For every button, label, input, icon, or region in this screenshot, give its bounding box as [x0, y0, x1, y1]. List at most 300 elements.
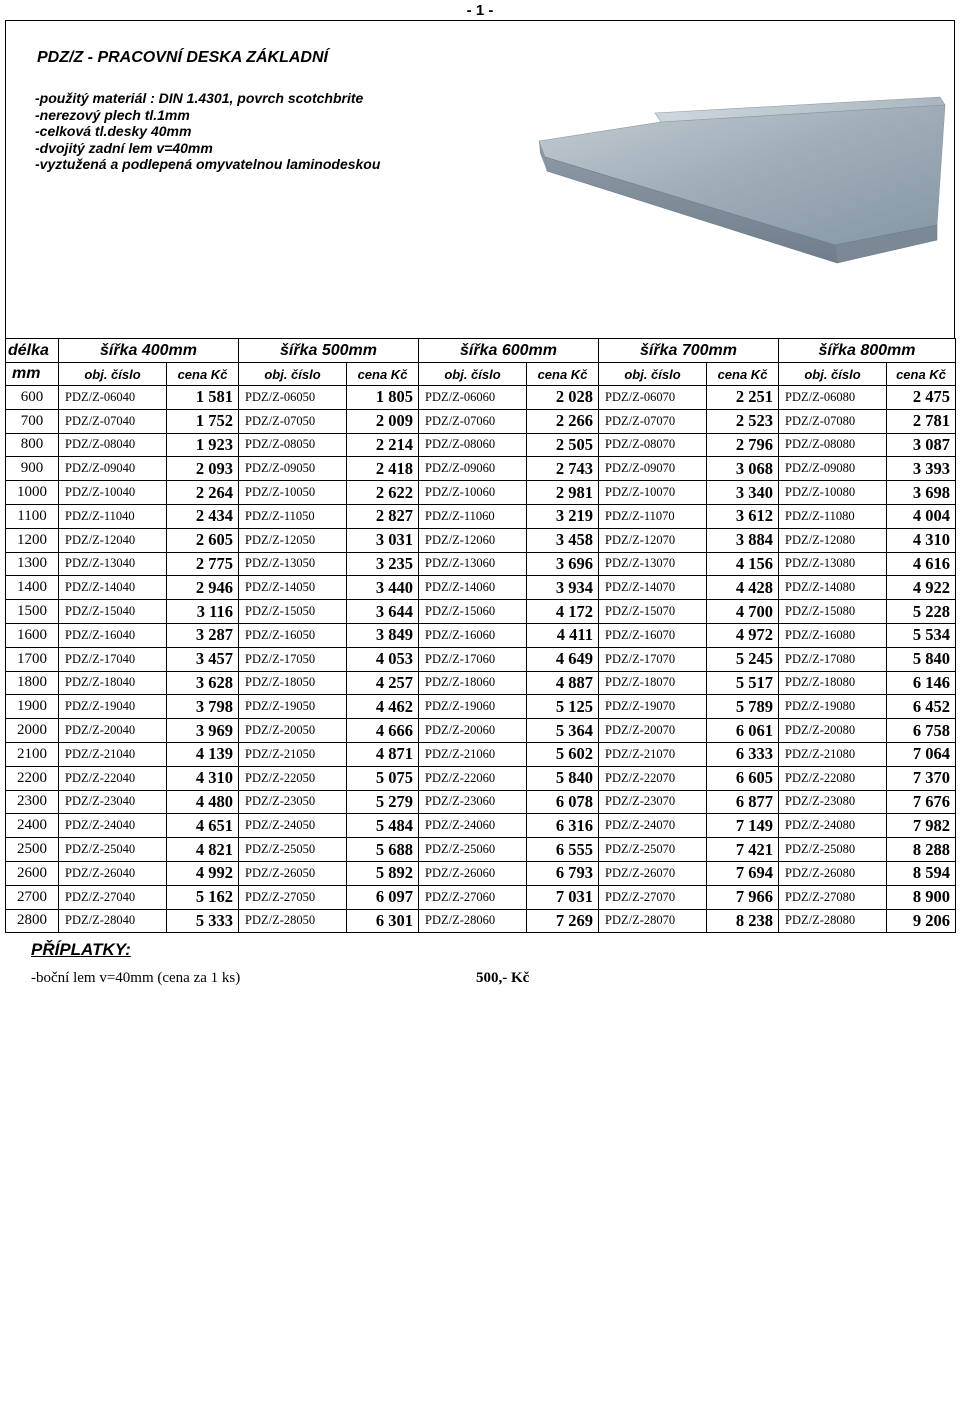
- table-row: [6, 790, 956, 814]
- width-header-800: šířka 800mm: [779, 339, 956, 363]
- price-cell: 5 333: [167, 909, 239, 933]
- price-cell: 7 149: [707, 814, 779, 838]
- price-cell: 3 287: [167, 623, 239, 647]
- price-header: cena Kč: [167, 363, 239, 386]
- price-cell: 8 900: [887, 885, 956, 909]
- price-cell: 7 982: [887, 814, 956, 838]
- price-cell: 4 310: [887, 528, 956, 552]
- spec-list: [35, 90, 380, 173]
- order-code-cell: PDZ/Z-25080: [779, 838, 887, 862]
- surcharge-price: 500,- Kč: [476, 970, 530, 986]
- order-code-cell: PDZ/Z-09040: [59, 457, 167, 481]
- order-code-cell: PDZ/Z-07040: [59, 409, 167, 433]
- order-code-cell: PDZ/Z-15070: [599, 600, 707, 624]
- order-code-cell: PDZ/Z-21040: [59, 742, 167, 766]
- order-code-cell: PDZ/Z-08060: [419, 433, 527, 457]
- order-code-cell: PDZ/Z-24040: [59, 814, 167, 838]
- order-code-cell: PDZ/Z-24060: [419, 814, 527, 838]
- price-cell: 3 087: [887, 433, 956, 457]
- length-cell: 2800: [6, 909, 59, 933]
- order-code-cell: PDZ/Z-15050: [239, 600, 347, 624]
- order-code-cell: PDZ/Z-27080: [779, 885, 887, 909]
- width-header-600: šířka 600mm: [419, 339, 599, 363]
- length-cell: 2600: [6, 861, 59, 885]
- order-code-cell: PDZ/Z-25050: [239, 838, 347, 862]
- price-cell: 3 116: [167, 600, 239, 624]
- length-unit-header: mm: [6, 363, 59, 386]
- price-cell: 3 798: [167, 695, 239, 719]
- order-code-cell: PDZ/Z-25070: [599, 838, 707, 862]
- order-code-cell: PDZ/Z-13080: [779, 552, 887, 576]
- order-code-cell: PDZ/Z-27050: [239, 885, 347, 909]
- order-code-cell: PDZ/Z-17060: [419, 647, 527, 671]
- price-cell: 2 827: [347, 504, 419, 528]
- price-cell: 2 475: [887, 386, 956, 410]
- order-code-cell: PDZ/Z-18040: [59, 671, 167, 695]
- price-cell: 3 696: [527, 552, 599, 576]
- price-cell: 7 370: [887, 766, 956, 790]
- price-cell: 3 340: [707, 481, 779, 505]
- price-cell: 6 333: [707, 742, 779, 766]
- table-row: [6, 814, 956, 838]
- price-cell: 5 245: [707, 647, 779, 671]
- price-cell: 3 457: [167, 647, 239, 671]
- order-code-cell: PDZ/Z-07070: [599, 409, 707, 433]
- code-header: obj. číslo: [779, 363, 887, 386]
- order-code-cell: PDZ/Z-10040: [59, 481, 167, 505]
- order-code-cell: PDZ/Z-20060: [419, 719, 527, 743]
- table-row: [6, 647, 956, 671]
- length-cell: 2300: [6, 790, 59, 814]
- length-cell: 2700: [6, 885, 59, 909]
- order-code-cell: PDZ/Z-07080: [779, 409, 887, 433]
- table-row: [6, 838, 956, 862]
- table-row: [6, 386, 956, 410]
- code-header: obj. číslo: [239, 363, 347, 386]
- order-code-cell: PDZ/Z-14080: [779, 576, 887, 600]
- price-cell: 4 462: [347, 695, 419, 719]
- order-code-cell: PDZ/Z-26060: [419, 861, 527, 885]
- order-code-cell: PDZ/Z-14040: [59, 576, 167, 600]
- price-cell: 7 064: [887, 742, 956, 766]
- price-cell: 4 257: [347, 671, 419, 695]
- order-code-cell: PDZ/Z-24050: [239, 814, 347, 838]
- price-cell: 6 078: [527, 790, 599, 814]
- order-code-cell: PDZ/Z-14070: [599, 576, 707, 600]
- order-code-cell: PDZ/Z-09060: [419, 457, 527, 481]
- price-cell: 2 523: [707, 409, 779, 433]
- spec-item: -použitý materiál : DIN 1.4301, povrch scotchbrite: [35, 90, 364, 106]
- order-code-cell: PDZ/Z-08080: [779, 433, 887, 457]
- order-code-cell: PDZ/Z-25060: [419, 838, 527, 862]
- price-cell: 4 887: [527, 671, 599, 695]
- order-code-cell: PDZ/Z-18070: [599, 671, 707, 695]
- order-code-cell: PDZ/Z-28050: [239, 909, 347, 933]
- price-cell: 2 266: [527, 409, 599, 433]
- price-cell: 5 125: [527, 695, 599, 719]
- order-code-cell: PDZ/Z-23060: [419, 790, 527, 814]
- table-row: [6, 528, 956, 552]
- price-cell: 4 666: [347, 719, 419, 743]
- width-header-400: šířka 400mm: [59, 339, 239, 363]
- order-code-cell: PDZ/Z-08040: [59, 433, 167, 457]
- price-cell: 3 628: [167, 671, 239, 695]
- order-code-cell: PDZ/Z-06080: [779, 386, 887, 410]
- price-cell: 8 594: [887, 861, 956, 885]
- width-header-row: [6, 339, 956, 363]
- surcharge-label: -boční lem v=40mm (cena za 1 ks): [31, 970, 241, 986]
- order-code-cell: PDZ/Z-15040: [59, 600, 167, 624]
- length-cell: 2400: [6, 814, 59, 838]
- length-cell: 1700: [6, 647, 59, 671]
- order-code-cell: PDZ/Z-27040: [59, 885, 167, 909]
- price-cell: 1 805: [347, 386, 419, 410]
- length-cell: 1000: [6, 481, 59, 505]
- order-code-cell: PDZ/Z-16070: [599, 623, 707, 647]
- order-code-cell: PDZ/Z-23070: [599, 790, 707, 814]
- price-cell: 5 602: [527, 742, 599, 766]
- table-row: [6, 695, 956, 719]
- price-cell: 3 440: [347, 576, 419, 600]
- code-header: obj. číslo: [59, 363, 167, 386]
- price-cell: 2 622: [347, 481, 419, 505]
- price-cell: 7 966: [707, 885, 779, 909]
- order-code-cell: PDZ/Z-17050: [239, 647, 347, 671]
- order-code-cell: PDZ/Z-10060: [419, 481, 527, 505]
- price-cell: 3 235: [347, 552, 419, 576]
- price-cell: 3 612: [707, 504, 779, 528]
- table-row: [6, 409, 956, 433]
- order-code-cell: PDZ/Z-20080: [779, 719, 887, 743]
- spec-item: -dvojitý zadní lem v=40mm: [35, 139, 213, 156]
- order-code-cell: PDZ/Z-19040: [59, 695, 167, 719]
- order-code-cell: PDZ/Z-25040: [59, 838, 167, 862]
- price-cell: 5 075: [347, 766, 419, 790]
- order-code-cell: PDZ/Z-13070: [599, 552, 707, 576]
- order-code-cell: PDZ/Z-12070: [599, 528, 707, 552]
- length-cell: 2200: [6, 766, 59, 790]
- order-code-cell: PDZ/Z-20040: [59, 719, 167, 743]
- length-cell: 1800: [6, 671, 59, 695]
- table-row: [6, 766, 956, 790]
- order-code-cell: PDZ/Z-13050: [239, 552, 347, 576]
- order-code-cell: PDZ/Z-17040: [59, 647, 167, 671]
- length-cell: 1300: [6, 552, 59, 576]
- order-code-cell: PDZ/Z-16050: [239, 623, 347, 647]
- price-cell: 2 946: [167, 576, 239, 600]
- price-cell: 3 698: [887, 481, 956, 505]
- price-cell: 4 972: [707, 623, 779, 647]
- order-code-cell: PDZ/Z-26080: [779, 861, 887, 885]
- price-cell: 3 393: [887, 457, 956, 481]
- length-cell: 2500: [6, 838, 59, 862]
- order-code-cell: PDZ/Z-06060: [419, 386, 527, 410]
- length-cell: 600: [6, 386, 59, 410]
- price-cell: 4 172: [527, 600, 599, 624]
- price-cell: 2 775: [167, 552, 239, 576]
- price-cell: 4 480: [167, 790, 239, 814]
- order-code-cell: PDZ/Z-22050: [239, 766, 347, 790]
- code-header: obj. číslo: [599, 363, 707, 386]
- order-code-cell: PDZ/Z-12060: [419, 528, 527, 552]
- order-code-cell: PDZ/Z-13040: [59, 552, 167, 576]
- table-row: [6, 433, 956, 457]
- order-code-cell: PDZ/Z-11050: [239, 504, 347, 528]
- price-cell: 2 743: [527, 457, 599, 481]
- order-code-cell: PDZ/Z-11060: [419, 504, 527, 528]
- price-cell: 2 251: [707, 386, 779, 410]
- order-code-cell: PDZ/Z-24080: [779, 814, 887, 838]
- order-code-cell: PDZ/Z-22060: [419, 766, 527, 790]
- order-code-cell: PDZ/Z-18050: [239, 671, 347, 695]
- price-header: cena Kč: [347, 363, 419, 386]
- price-cell: 6 146: [887, 671, 956, 695]
- length-cell: 900: [6, 457, 59, 481]
- order-code-cell: PDZ/Z-17080: [779, 647, 887, 671]
- order-code-cell: PDZ/Z-07060: [419, 409, 527, 433]
- length-cell: 1600: [6, 623, 59, 647]
- spec-item: -vyztužená a podlepená omyvatelnou laminodeskou: [35, 156, 381, 173]
- order-code-cell: PDZ/Z-23050: [239, 790, 347, 814]
- price-cell: 4 922: [887, 576, 956, 600]
- order-code-cell: PDZ/Z-21070: [599, 742, 707, 766]
- surcharges-title: PŘÍPLATKY:: [31, 940, 131, 959]
- length-cell: 2000: [6, 719, 59, 743]
- table-row: [6, 623, 956, 647]
- order-code-cell: PDZ/Z-28080: [779, 909, 887, 933]
- order-code-cell: PDZ/Z-08050: [239, 433, 347, 457]
- price-cell: 6 555: [527, 838, 599, 862]
- price-cell: 4 004: [887, 504, 956, 528]
- length-cell: 800: [6, 433, 59, 457]
- table-row: [6, 481, 956, 505]
- price-cell: 6 097: [347, 885, 419, 909]
- price-cell: 9 206: [887, 909, 956, 933]
- price-cell: 6 877: [707, 790, 779, 814]
- price-cell: 4 871: [347, 742, 419, 766]
- price-cell: 1 752: [167, 409, 239, 433]
- length-cell: 700: [6, 409, 59, 433]
- page-title: PDZ/Z - PRACOVNÍ DESKA ZÁKLADNÍ: [37, 49, 328, 66]
- price-header: cena Kč: [707, 363, 779, 386]
- price-cell: 5 484: [347, 814, 419, 838]
- order-code-cell: PDZ/Z-20050: [239, 719, 347, 743]
- price-cell: 5 517: [707, 671, 779, 695]
- price-cell: 6 316: [527, 814, 599, 838]
- price-cell: 2 605: [167, 528, 239, 552]
- order-code-cell: PDZ/Z-19080: [779, 695, 887, 719]
- order-code-cell: PDZ/Z-19070: [599, 695, 707, 719]
- order-code-cell: PDZ/Z-22070: [599, 766, 707, 790]
- price-cell: 4 428: [707, 576, 779, 600]
- price-cell: 2 796: [707, 433, 779, 457]
- price-cell: 2 505: [527, 433, 599, 457]
- order-code-cell: PDZ/Z-19050: [239, 695, 347, 719]
- price-cell: 6 301: [347, 909, 419, 933]
- price-cell: 1 581: [167, 386, 239, 410]
- table-row: [6, 504, 956, 528]
- order-code-cell: PDZ/Z-27070: [599, 885, 707, 909]
- price-header: cena Kč: [887, 363, 956, 386]
- price-cell: 2 781: [887, 409, 956, 433]
- order-code-cell: PDZ/Z-12080: [779, 528, 887, 552]
- price-cell: 3 884: [707, 528, 779, 552]
- order-code-cell: PDZ/Z-19060: [419, 695, 527, 719]
- order-code-cell: PDZ/Z-23080: [779, 790, 887, 814]
- price-cell: 4 139: [167, 742, 239, 766]
- order-code-cell: PDZ/Z-18080: [779, 671, 887, 695]
- price-cell: 4 156: [707, 552, 779, 576]
- order-code-cell: PDZ/Z-22040: [59, 766, 167, 790]
- order-code-cell: PDZ/Z-14050: [239, 576, 347, 600]
- order-code-cell: PDZ/Z-17070: [599, 647, 707, 671]
- price-cell: 8 238: [707, 909, 779, 933]
- price-cell: 6 061: [707, 719, 779, 743]
- order-code-cell: PDZ/Z-06040: [59, 386, 167, 410]
- width-header-700: šířka 700mm: [599, 339, 779, 363]
- price-cell: 4 411: [527, 623, 599, 647]
- price-cell: 5 789: [707, 695, 779, 719]
- order-code-cell: PDZ/Z-11080: [779, 504, 887, 528]
- page-number: - 1 -: [466, 2, 494, 19]
- table-row: [6, 861, 956, 885]
- price-cell: 7 269: [527, 909, 599, 933]
- price-cell: 3 934: [527, 576, 599, 600]
- price-cell: 3 031: [347, 528, 419, 552]
- order-code-cell: PDZ/Z-21060: [419, 742, 527, 766]
- price-cell: 6 605: [707, 766, 779, 790]
- price-cell: 4 821: [167, 838, 239, 862]
- price-cell: 4 651: [167, 814, 239, 838]
- price-cell: 5 892: [347, 861, 419, 885]
- price-cell: 7 421: [707, 838, 779, 862]
- price-cell: 2 264: [167, 481, 239, 505]
- price-cell: 5 364: [527, 719, 599, 743]
- length-header: délka: [6, 339, 59, 363]
- price-cell: 6 758: [887, 719, 956, 743]
- length-cell: 2100: [6, 742, 59, 766]
- order-code-cell: PDZ/Z-09050: [239, 457, 347, 481]
- table-row: [6, 576, 956, 600]
- price-cell: 2 093: [167, 457, 239, 481]
- price-cell: 5 162: [167, 885, 239, 909]
- order-code-cell: PDZ/Z-08070: [599, 433, 707, 457]
- order-code-cell: PDZ/Z-06070: [599, 386, 707, 410]
- order-code-cell: PDZ/Z-14060: [419, 576, 527, 600]
- price-cell: 4 310: [167, 766, 239, 790]
- price-cell: 3 219: [527, 504, 599, 528]
- price-cell: 3 068: [707, 457, 779, 481]
- table-row: [6, 552, 956, 576]
- order-code-cell: PDZ/Z-24070: [599, 814, 707, 838]
- price-table: [5, 338, 956, 933]
- order-code-cell: PDZ/Z-10080: [779, 481, 887, 505]
- price-cell: 5 688: [347, 838, 419, 862]
- length-cell: 1900: [6, 695, 59, 719]
- price-cell: 4 992: [167, 861, 239, 885]
- order-code-cell: PDZ/Z-26050: [239, 861, 347, 885]
- price-cell: 7 694: [707, 861, 779, 885]
- order-code-cell: PDZ/Z-26070: [599, 861, 707, 885]
- order-code-cell: PDZ/Z-12040: [59, 528, 167, 552]
- price-cell: 2 418: [347, 457, 419, 481]
- order-code-cell: PDZ/Z-27060: [419, 885, 527, 909]
- table-row: [6, 885, 956, 909]
- order-code-cell: PDZ/Z-22080: [779, 766, 887, 790]
- order-code-cell: PDZ/Z-16040: [59, 623, 167, 647]
- price-cell: 4 700: [707, 600, 779, 624]
- spec-item: -celková tl.desky 40mm: [35, 123, 192, 140]
- order-code-cell: PDZ/Z-15080: [779, 600, 887, 624]
- order-code-cell: PDZ/Z-20070: [599, 719, 707, 743]
- order-code-cell: PDZ/Z-07050: [239, 409, 347, 433]
- length-cell: 1500: [6, 600, 59, 624]
- price-cell: 4 053: [347, 647, 419, 671]
- price-cell: 1 923: [167, 433, 239, 457]
- order-code-cell: PDZ/Z-12050: [239, 528, 347, 552]
- worktop-product-image: [535, 95, 950, 275]
- order-code-cell: PDZ/Z-26040: [59, 861, 167, 885]
- price-cell: 5 840: [887, 647, 956, 671]
- order-code-cell: PDZ/Z-28070: [599, 909, 707, 933]
- price-cell: 3 969: [167, 719, 239, 743]
- table-row: [6, 457, 956, 481]
- column-header-row: [6, 363, 956, 386]
- price-cell: 7 676: [887, 790, 956, 814]
- price-cell: 2 214: [347, 433, 419, 457]
- order-code-cell: PDZ/Z-21050: [239, 742, 347, 766]
- order-code-cell: PDZ/Z-09080: [779, 457, 887, 481]
- order-code-cell: PDZ/Z-28060: [419, 909, 527, 933]
- order-code-cell: PDZ/Z-11040: [59, 504, 167, 528]
- order-code-cell: PDZ/Z-16080: [779, 623, 887, 647]
- price-cell: 5 228: [887, 600, 956, 624]
- price-cell: 2 009: [347, 409, 419, 433]
- price-cell: 6 793: [527, 861, 599, 885]
- code-header: obj. číslo: [419, 363, 527, 386]
- price-cell: 4 616: [887, 552, 956, 576]
- length-cell: 1100: [6, 504, 59, 528]
- spec-item: -nerezový plech tl.1mm: [35, 106, 190, 123]
- price-cell: 3 644: [347, 600, 419, 624]
- length-cell: 1400: [6, 576, 59, 600]
- price-cell: 5 840: [527, 766, 599, 790]
- order-code-cell: PDZ/Z-11070: [599, 504, 707, 528]
- price-cell: 3 849: [347, 623, 419, 647]
- price-cell: 3 458: [527, 528, 599, 552]
- order-code-cell: PDZ/Z-06050: [239, 386, 347, 410]
- price-cell: 5 534: [887, 623, 956, 647]
- price-cell: 6 452: [887, 695, 956, 719]
- length-cell: 1200: [6, 528, 59, 552]
- table-row: [6, 600, 956, 624]
- order-code-cell: PDZ/Z-15060: [419, 600, 527, 624]
- width-header-500: šířka 500mm: [239, 339, 419, 363]
- price-header: cena Kč: [527, 363, 599, 386]
- order-code-cell: PDZ/Z-21080: [779, 742, 887, 766]
- price-cell: 4 649: [527, 647, 599, 671]
- table-row: [6, 671, 956, 695]
- price-cell: 8 288: [887, 838, 956, 862]
- order-code-cell: PDZ/Z-10050: [239, 481, 347, 505]
- table-row: [6, 742, 956, 766]
- order-code-cell: PDZ/Z-10070: [599, 481, 707, 505]
- order-code-cell: PDZ/Z-18060: [419, 671, 527, 695]
- price-cell: 5 279: [347, 790, 419, 814]
- price-cell: 7 031: [527, 885, 599, 909]
- price-cell: 2 981: [527, 481, 599, 505]
- order-code-cell: PDZ/Z-09070: [599, 457, 707, 481]
